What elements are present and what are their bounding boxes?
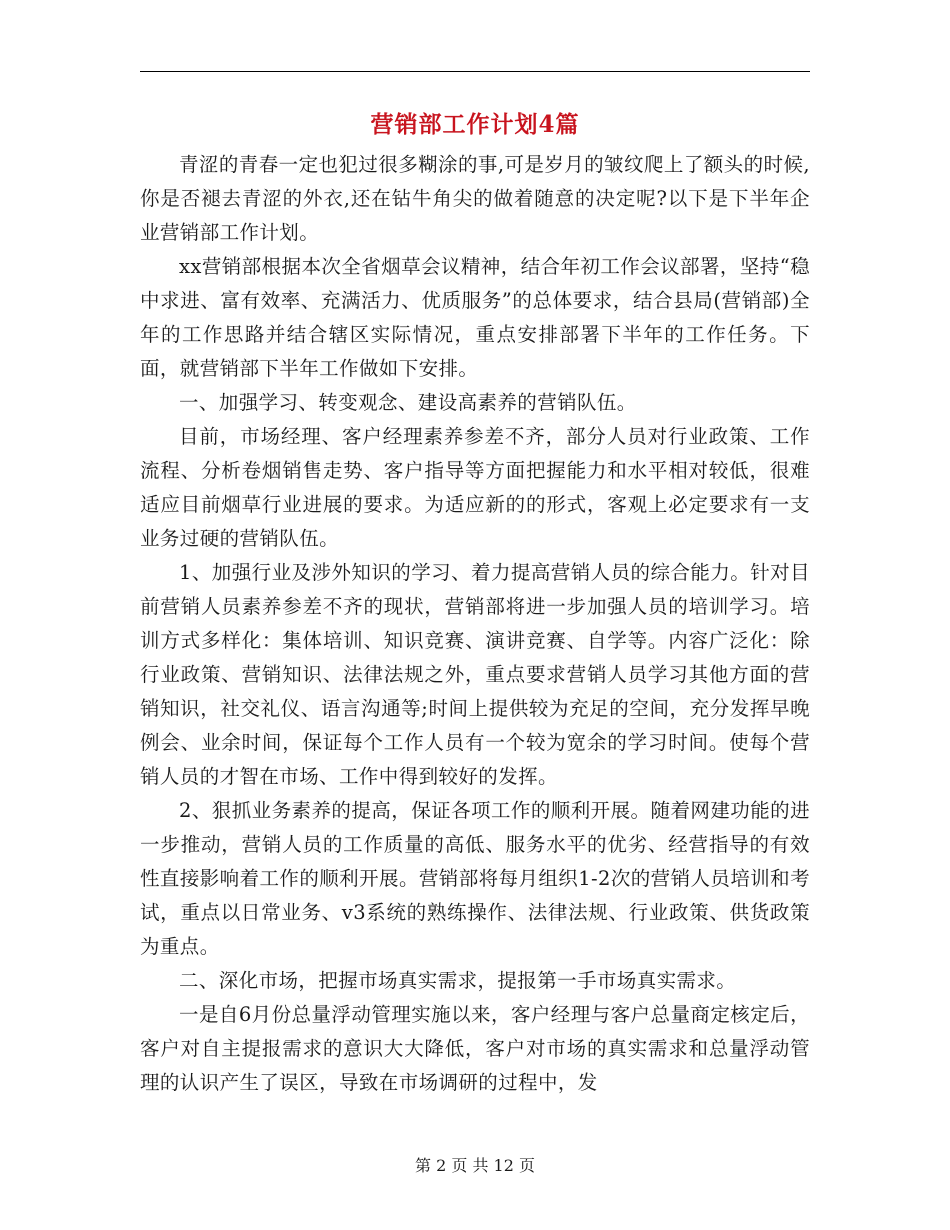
paragraph-market: 一是自6月份总量浮动管理实施以来，客户经理与客户总量商定核定后，客户对自主提报需求的意识大大降低，客户对市场的真实需求和总量浮动管理的认识产生了误区，导致在市场调研的过程中，发 (140, 1003, 810, 1094)
header-rule (140, 71, 810, 72)
paragraph-item-1: 1、加强行业及涉外知识的学习、着力提高营销人员的综合能力。针对目前营销人员素养参差不齐的现状，营销部将进一步加强人员的培训学习。培训方式多样化：集体培训、知识竞赛、演讲竞赛、自学等。内容广泛化：除行业政策、营销知识、法律法规之外，重点要求营销人员学习其他方面的营销知识，社交礼仪、语言沟通等;时间上提供较为充足的空间，充分发挥早晚例会、业余时间，保证每个工作人员有一个较为宽余的学习时间。使每个营销人员的才智在市场、工作中得到较好的发挥。 (140, 561, 810, 788)
document-title: 营销部工作计划4篇 (370, 111, 580, 138)
paragraph-intro: 青涩的青春一定也犯过很多糊涂的事,可是岁月的皱纹爬上了额头的时候,你是否褪去青涩的外衣,还在钻牛角尖的做着随意的决定呢?以下是下半年企业营销部工作计划。 (140, 153, 810, 244)
paragraph-current-status: 目前，市场经理、客户经理素养参差不齐，部分人员对行业政策、工作流程、分析卷烟销售走势、客户指导等方面把握能力和水平相对较低，很难适应目前烟草行业进展的要求。为适应新的的形式，客观上必定要求有一支业务过硬的营销队伍。 (140, 425, 810, 550)
section-heading-1: 一、加强学习、转变观念、建设高素养的营销队伍。 (179, 391, 637, 414)
document-body (140, 148, 810, 1100)
page-footer: 第 2 页 共 12 页 (415, 1156, 535, 1175)
paragraph-item-2: 2、狠抓业务素养的提高，保证各项工作的顺利开展。随着网建功能的进一步推动，营销人员的工作质量的高低、服务水平的优劣、经营指导的有效性直接影响着工作的顺利开展。营销部将每月组织1-2次的营销人员培训和考试，重点以日常业务、v3系统的熟练操作、法律法规、行业政策、供货政策为重点。 (140, 799, 810, 958)
paragraph-overview: xx营销部根据本次全省烟草会议精神，结合年初工作会议部署，坚持“稳中求进、富有效率、充满活力、优质服务”的总体要求，结合县局(营销部)全年的工作思路并结合辖区实际情况，重点安排部署下半年的工作任务。下面，就营销部下半年工作做如下安排。 (140, 255, 810, 380)
section-heading-2: 二、深化市场，把握市场真实需求，提报第一手市场真实需求。 (179, 969, 737, 992)
